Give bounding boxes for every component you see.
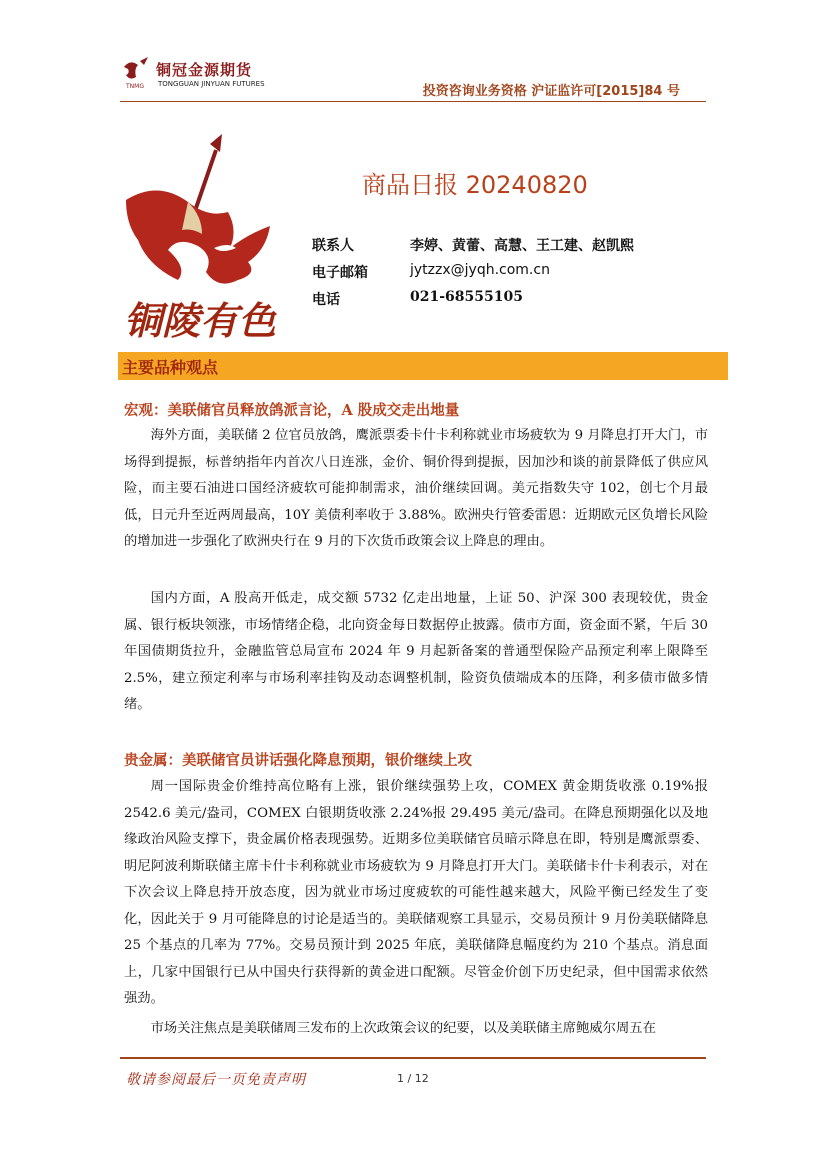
contacts-label: 联系人 (312, 238, 354, 254)
footer-rule (120, 1057, 706, 1059)
page-number: 1 / 12 (397, 1072, 429, 1085)
phone-value: 021-68555105 (410, 289, 523, 305)
brand-mark-icon (122, 57, 152, 83)
header-rule (120, 101, 706, 102)
precious-paragraph-1: 周一国际贵金价维持高位略有上涨，银价继续强势上攻，COMEX 黄金期货收涨 0.19%报 2542.6 美元/盎司，COMEX 白银期货收涨 2.24%报 29.495 美元/盎司。在降息预期强化以及地缘政治风险支撑下，贵金属价格表现强势。近期多位美联储官员暗示降息在即，特别是鹰派票委、明尼阿波利斯联储主席卡什卡利称就业市场疲软为 9 月降息打开大门。美联储卡什卡利表示，对在下次会议上降息持开放态度，因为就业市场过度疲软的可能性越来越大，风险平衡已经发生了变化，因此关于 9 月可能降息的讨论是适当的。美联储观察工具显示，交易员预计 9 月份美联储降息 25 个基点的几率为 77%。交易员预计到 2025 年底，美联储降息幅度约为 210 个基点。消息面上，几家中国银行已从中国央行获得新的黄金进口配额。尽管金价创下历史纪录，但中国需求依然强劲。 (124, 779, 708, 1006)
macro-paragraph-2: 国内方面，A 股高开低走，成交额 5732 亿走出地量，上证 50、沪深 300 表现较优，贵金属、银行板块领涨，市场情绪企稳，北向资金每日数据停止披露。债市方面，资金面不紧，午后 30 年国债期货拉升，金融监管总局宣布 2024 年 9 月起新备案的普通型保险产品预定利率上限降至 2.5%，建立预定利率与市场利率挂钩及动态调整机制，险资负债端成本的压降，利多债市做多情绪。 (124, 591, 708, 712)
section-header-bar (118, 352, 728, 380)
macro-heading: 宏观：美联储官员释放鸽派言论，A 股成交走出地量 (124, 402, 460, 419)
contacts-value: 李婷、黄蕾、高慧、王工建、赵凯熙 (410, 238, 634, 254)
precious-heading: 贵金属：美联储官员讲话强化降息预期，银价继续上攻 (124, 752, 472, 769)
license-text: 投资咨询业务资格 沪证监许可[2015]84 号 (422, 84, 680, 99)
brand-logo (122, 55, 272, 95)
brand-name-en: TONGGUAN JINYUAN FUTURES (158, 80, 265, 88)
phone-label: 电话 (312, 292, 340, 308)
section-title: 主要品种观点 (122, 358, 219, 377)
disclaimer-note: 敬请参阅最后一页免责声明 (126, 1072, 306, 1088)
company-logo (118, 130, 288, 345)
brand-abbr: TNMG (126, 83, 144, 90)
logo-calligraphy: 铜陵有色 (124, 298, 277, 343)
email-label: 电子邮箱 (312, 265, 368, 281)
report-title: 商品日报 20240820 (362, 171, 588, 199)
brand-name-cn: 铜冠金源期货 (156, 61, 253, 79)
company-logo-icon (118, 130, 288, 345)
precious-paragraph-2: 市场关注焦点是美联储周三发布的上次政策会议的纪要，以及美联储主席鲍威尔周五在 (150, 1021, 656, 1036)
email-value[interactable]: jytzzx@jyqh.com.cn (410, 262, 550, 278)
macro-paragraph-1: 海外方面，美联储 2 位官员放鸽，鹰派票委卡什卡利称就业市场疲软为 9 月降息打开大门，市场得到提振，标普纳指年内首次八日连涨，金价、铜价得到提振，因加沙和谈的前景降低了供应风险，而主要石油进口国经济疲软可能抑制需求，油价继续回调。美元指数失守 102，创七个月最低，日元升至近两周最高，10Y 美债利率收于 3.88%。欧洲央行管委雷恩：近期欧元区负增长风险的增加进一步强化了欧洲央行在 9 月的下次货币政策会议上降息的理由。 (124, 428, 708, 549)
